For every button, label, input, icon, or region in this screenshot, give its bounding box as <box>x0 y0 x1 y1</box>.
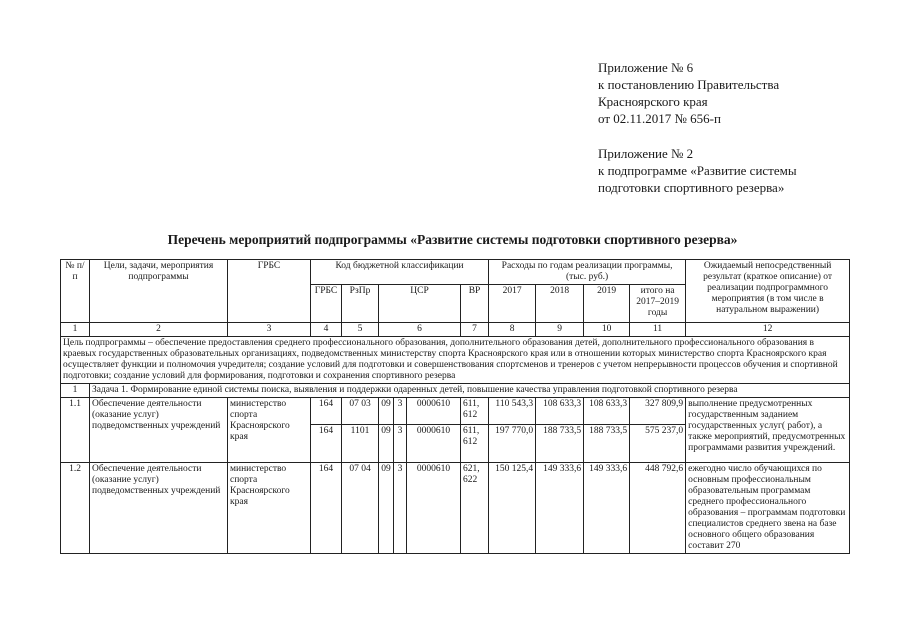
cell-2018: 108 633,3 <box>536 398 584 425</box>
column-index: 10 <box>584 323 630 337</box>
goal-row <box>61 337 850 384</box>
cell-csr-a: 09 <box>379 463 394 554</box>
cell-total: 448 792,6 <box>630 463 686 554</box>
header-2019: 2019 <box>584 285 630 323</box>
task-num: 1 <box>61 384 90 398</box>
cell-csr-a: 09 <box>379 398 394 425</box>
table-row <box>61 398 850 425</box>
cell-grbs-code: 164 <box>311 425 342 463</box>
column-index: 9 <box>536 323 584 337</box>
row-num: 1.1 <box>61 398 90 463</box>
activities-table <box>60 259 850 554</box>
cell-vr: 611, 612 <box>461 398 489 425</box>
header-goals: Цели, задачи, мероприятия подпрограммы <box>90 260 228 323</box>
header-expenses: Расходы по годам реализации программы, (тыс. руб.) <box>489 260 686 285</box>
approval-line: Приложение № 2 <box>598 146 694 161</box>
task-row <box>61 384 850 398</box>
cell-rzpr: 07 04 <box>342 463 379 554</box>
cell-rzpr: 1101 <box>342 425 379 463</box>
column-index-row <box>61 323 850 337</box>
column-index: 3 <box>228 323 311 337</box>
cell-2017: 150 125,4 <box>489 463 536 554</box>
cell-csr-b: 3 <box>394 398 407 425</box>
header-2017: 2017 <box>489 285 536 323</box>
table-header-row <box>61 260 850 285</box>
cell-total: 575 237,0 <box>630 425 686 463</box>
cell-grbs-code: 164 <box>311 398 342 425</box>
column-index: 12 <box>686 323 850 337</box>
cell-2018: 188 733,5 <box>536 425 584 463</box>
cell-2019: 188 733,5 <box>584 425 630 463</box>
cell-grbs-code: 164 <box>311 463 342 554</box>
column-index: 7 <box>461 323 489 337</box>
row-activity: Обеспечение деятельности (оказание услуг) подведомственных учреждений <box>90 463 228 554</box>
cell-vr: 621, 622 <box>461 463 489 554</box>
row-num: 1.2 <box>61 463 90 554</box>
header-budget-code: Код бюджетной классификации <box>311 260 489 285</box>
row-result: ежегодно число обучающихся по основным профессиональным образовательным программам среднего профессионального образования – программам подготовки специалистов среднего звена на базе основного общего образования составит 270 <box>686 463 850 554</box>
cell-2017: 197 770,0 <box>489 425 536 463</box>
header-grbs-code: ГРБС <box>311 285 342 323</box>
header-grbs: ГРБС <box>228 260 311 323</box>
approval-line: подготовки спортивного резерва» <box>598 180 785 195</box>
approval-block-resolution <box>598 59 779 127</box>
column-index: 8 <box>489 323 536 337</box>
cell-csr-c: 0000610 <box>407 463 461 554</box>
column-index: 2 <box>90 323 228 337</box>
header-total: итого на 2017–2019 годы <box>630 285 686 323</box>
cell-2017: 110 543,3 <box>489 398 536 425</box>
goal-text: Цель подпрограммы – обеспечение предоставления среднего профессионального образования, дополнительного образования детей, дополнительного профессионального образования в краевых государственных образовательных организациях, подведомственных министерству спорта Красноярского края или в отношении которых министерство спорта Красноярского края осуществляет функции и полномочия учредителя; создание условий для подготовки и совершенствования спортсменов и тренеров с учетом непрерывности процессов обучения и спортивной подготовки; создание условий для формирования, подготовки и сохранения спортивного резерва <box>61 337 850 384</box>
approval-block-subprogram <box>598 145 797 196</box>
row-grbs: министерство спорта Красноярского края <box>228 463 311 554</box>
header-2018: 2018 <box>536 285 584 323</box>
approval-line: от 02.11.2017 № 656-п <box>598 111 721 126</box>
cell-total: 327 809,9 <box>630 398 686 425</box>
table-row <box>61 463 850 554</box>
approval-line: к постановлению Правительства <box>598 77 780 92</box>
document-title: Перечень мероприятий подпрограммы «Развитие системы подготовки спортивного резерва» <box>167 232 738 247</box>
approval-line: Красноярского края <box>598 94 708 109</box>
column-index: 6 <box>379 323 461 337</box>
row-result: выполнение предусмотренных государственным заданием государственных услуг( работ), а также мероприятий, предусмотренных программами развития учреждений. <box>686 398 850 463</box>
header-vr: ВР <box>461 285 489 323</box>
cell-2018: 149 333,6 <box>536 463 584 554</box>
header-rzpr: РзПр <box>342 285 379 323</box>
cell-2019: 108 633,3 <box>584 398 630 425</box>
row-activity: Обеспечение деятельности (оказание услуг) подведомственных учреждений <box>90 398 228 463</box>
column-index: 1 <box>61 323 90 337</box>
approval-line: Приложение № 6 <box>598 60 694 75</box>
cell-csr-b: 3 <box>394 425 407 463</box>
column-index: 4 <box>311 323 342 337</box>
header-csr: ЦСР <box>379 285 461 323</box>
cell-rzpr: 07 03 <box>342 398 379 425</box>
task-text: Задача 1. Формирование единой системы поиска, выявления и поддержки одаренных детей, повышение качества управления подготовкой спортивного резерва <box>90 384 850 398</box>
column-index: 5 <box>342 323 379 337</box>
header-num: № п/п <box>61 260 90 323</box>
cell-csr-c: 0000610 <box>407 425 461 463</box>
row-grbs: министерство спорта Красноярского края <box>228 398 311 463</box>
cell-csr-b: 3 <box>394 463 407 554</box>
cell-vr: 611, 612 <box>461 425 489 463</box>
approval-line: к подпрограмме «Развитие системы <box>598 163 797 178</box>
column-index: 11 <box>630 323 686 337</box>
cell-2019: 149 333,6 <box>584 463 630 554</box>
header-result: Ожидаемый непосредственный результат (краткое описание) от реализации подпрограммного мероприятия (в том числе в натуральном выражении) <box>686 260 850 323</box>
cell-csr-c: 0000610 <box>407 398 461 425</box>
cell-csr-a: 09 <box>379 425 394 463</box>
